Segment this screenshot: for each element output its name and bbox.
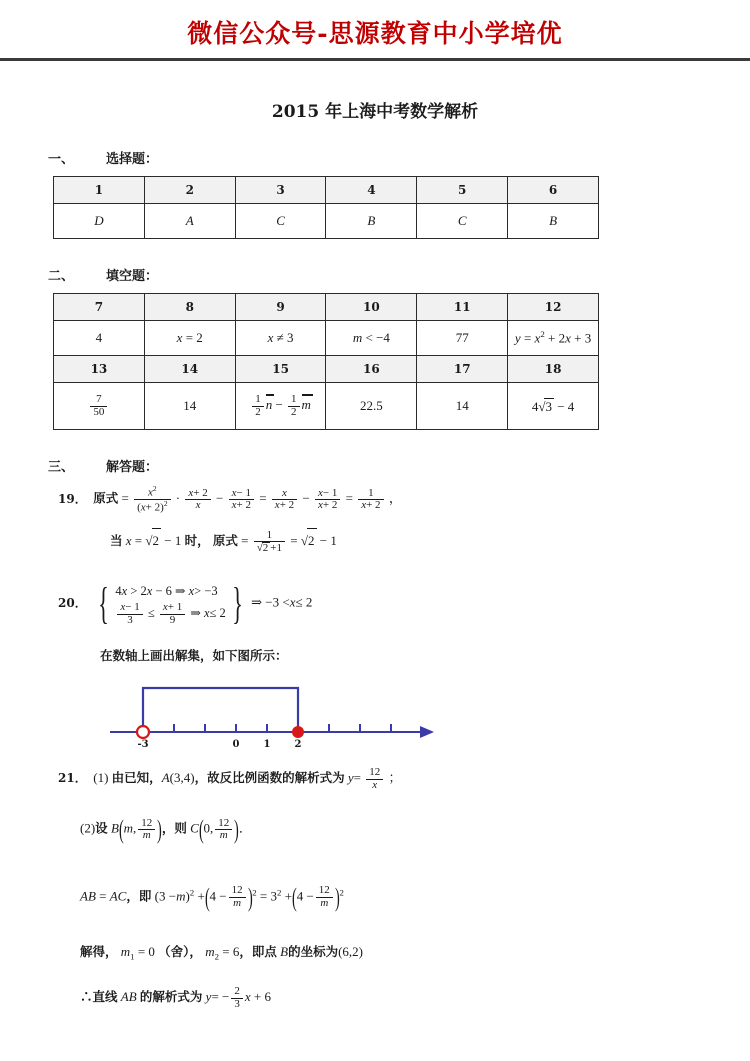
fraction-denominator [254,542,285,555]
fraction-denominator [358,500,383,512]
q21-final-equals: = − [211,989,230,1005]
row1-d: > −3 [194,583,218,598]
fraction-numerator: 12 [229,885,246,898]
answer-15-operator: − [275,396,283,412]
q21-p1-exponent: 2 [189,886,195,897]
den-rest: + 2 [366,499,381,512]
answer-12-y: y [514,330,521,346]
num-x: x [231,486,237,499]
q21-segment-ac: AC [109,888,127,904]
q21-c-fraction [215,818,232,842]
q21-m1-value: = 0 [137,943,155,959]
fraction-numerator: 1 [252,394,264,407]
den-rest: + 2 [279,499,295,512]
fraction-denominator: x [195,499,201,512]
header-divider [0,58,750,61]
num-x: x [318,486,323,499]
q21-p1-close: ) [185,888,190,904]
choice-header-6: 6 [508,177,599,204]
blank-answer-18 [508,383,599,430]
question-21-number: 21． [58,771,87,786]
num-rest: − 1 [236,486,251,499]
number-line-figure [48,676,698,748]
num-rest: − 1 [125,601,140,614]
answer-12-x2: x [565,330,571,346]
question-21-line-5 [48,985,698,1010]
fraction-denominator: 2 [255,405,261,418]
row1-c: − 6 ⇒ [155,583,186,598]
fraction-denominator: m [320,896,329,909]
q21-g1-exponent: 2 [252,886,257,897]
row1-x3: x [188,583,195,598]
q19-equals-1: = [121,490,129,506]
fraction-numerator: 12 [215,818,232,831]
section-two-number: 二、 [48,269,75,284]
fraction-denominator [315,500,340,512]
blank-answer-15 [235,383,326,430]
section-three-label: 解答题： [106,460,159,475]
num-rest: + 1 [167,601,183,614]
blank-header-15: 15 [235,356,326,383]
choice-header-2: 2 [144,177,235,204]
q21-line1-tail: ； [388,770,402,786]
q21-equals-sign: = [99,888,107,904]
q19-result-tail: − 1 [319,533,337,549]
q21-rejected-label: （舍）， [158,943,202,959]
q21-three-exponent: 2 [277,886,282,897]
q19-equals: = [134,533,143,549]
choice-answer-4: B [326,204,417,239]
q21-point-b: B [110,820,119,836]
q21-three: 3 [270,888,278,904]
choice-header-4: 4 [326,177,417,204]
blank-header-7: 7 [54,294,145,321]
fraction-numerator: 12 [316,885,333,898]
blank-answer-8 [144,321,235,356]
open-paren-icon: ( [204,882,210,912]
question-21-line-3 [48,873,698,922]
table-row-header [54,294,599,321]
blank-header-12: 12 [508,294,599,321]
q19-variable-x: x [125,533,132,549]
q19-minus-one: − 1 [164,533,182,549]
fraction-denominator [229,500,254,512]
question-20-number: 20． [58,596,87,611]
q20-inequality-system [93,578,248,628]
blank-answer-7: 4 [54,321,145,356]
q21-point-a-coords: (3,4) [169,770,195,786]
choice-answer-3: C [235,204,326,239]
fraction-numerator: x [272,488,297,501]
system-row-2 [115,602,225,626]
q21-text-coords: 的坐标为 [288,943,339,959]
question-19-line-1 [48,485,698,514]
q21-part-1-label: (1) [93,770,109,786]
choice-header-1: 1 [54,177,145,204]
num-x: x [120,601,126,614]
choice-answer-1: D [54,204,145,239]
answer-12-sup: 2 [540,329,545,340]
num-exponent: 2 [152,484,157,493]
q21-g1-lead: 4 − [209,888,227,904]
fraction-denominator: x [372,778,378,791]
q21-b-coords: (6,2) [338,943,363,959]
section-heading-blank [48,265,698,284]
section-two-label: 填空题： [106,269,159,284]
blank-answer-11: 77 [417,321,508,356]
fraction-denominator: 2 [291,405,297,418]
num-x: x [162,601,168,614]
q21-g2-lead: 4 − [296,888,314,904]
fraction-numerator [117,602,142,615]
q21-m2-value: = 6 [222,943,240,959]
fraction-numerator: 1 [358,488,383,501]
close-paren-icon: ) [157,815,162,845]
sqrt-icon: √ [300,533,308,549]
q21-b-m: m [123,820,133,836]
question-20-line-1 [48,578,698,628]
q21-part-2-label: (2) [80,820,96,836]
q19-minus-1: − [216,490,224,506]
q20-fraction-left [117,602,142,626]
choice-header-3: 3 [235,177,326,204]
row2-tail: ≤ 2 [209,606,226,621]
blank-header-18: 18 [508,356,599,383]
question-19-number: 19． [58,491,87,506]
table-row-header [54,356,599,383]
solution-bracket [143,688,298,732]
fraction-denominator: m [142,829,151,842]
answer-18-radicand: 3 [545,398,552,414]
fraction-denominator: m [219,829,228,842]
open-paren-icon: ( [198,815,204,845]
table-row [54,383,599,430]
answer-18-tail: − 4 [557,398,575,414]
q21-g2-fraction [316,885,333,909]
q19-equals-2: = [259,490,267,506]
open-paren-icon: ( [118,815,124,845]
fraction-denominator: 9 [169,613,176,626]
q21-c-zero: 0, [203,820,214,836]
answer-12-mid: + 2 [548,330,566,346]
q21-m2: m [205,943,215,959]
q21-m1-subscript: 1 [130,951,135,962]
section-three-number: 三、 [48,460,75,475]
fraction-numerator: 1 [288,394,300,407]
number-line-label-neg3: -3 [137,739,149,749]
answer-8-rest: = 2 [185,330,203,345]
answer-12-end: + 3 [574,330,592,346]
q21-y: y [347,770,354,786]
axis-arrow-icon [420,726,434,738]
q21-equals: = [353,770,361,786]
blank-header-8: 8 [144,294,235,321]
q21-plus-2: + [284,888,293,904]
fraction-denominator [272,500,297,512]
q19-result-radicand: 2 [307,528,317,554]
choice-answer-2: A [144,204,235,239]
blank-header-9: 9 [235,294,326,321]
number-line-svg [108,676,438,748]
system-row-1 [115,581,225,602]
page-header [0,0,750,56]
answer-9-rest: ≠ 3 [276,330,294,345]
close-paren-icon: ) [334,882,340,912]
close-paren-icon: ) [247,882,253,912]
q21-line-ab: AB [120,989,137,1005]
vector-m: m [301,396,311,412]
fraction-one-half-b [288,394,300,418]
fraction-denominator: 3 [127,613,133,626]
section-heading-solution [48,456,698,475]
blank-answer-table [53,293,599,430]
q21-p1-open: (3 − [154,888,177,904]
section-one-label: 选择题： [106,152,159,167]
page-title: 2015 年上海中考数学解析 [271,102,479,122]
q19-fraction-result [254,530,285,555]
answer-12-eq: = [523,330,532,346]
q21-line2-tail: ． [238,820,252,836]
fraction-numerator: 1 [254,530,285,543]
blank-header-13: 13 [54,356,145,383]
answer-10-rest: < −4 [365,330,390,345]
den-x: x [361,499,367,512]
q21-ji-label: 即 [138,888,152,904]
den-rest: + 2 [145,501,161,514]
q19-lead-label-2: 原式 [212,533,238,549]
sqrt-icon: √ [145,533,153,549]
q19-equals-b: = [241,533,249,549]
close-paren-icon: ) [234,815,239,845]
q21-point-a: A [161,770,170,786]
number-line-label-1: 1 [263,739,271,749]
q21-p1-m: m [176,888,186,904]
row2-less-equal: ≤ [147,606,155,621]
q21-segment-ab: AB [80,888,96,904]
q21-text-expression: 的解析式为 [139,989,203,1005]
den-close-paren: ) [160,501,164,514]
blank-answer-10 [326,321,417,356]
den-x: x [140,501,146,514]
q19-fraction-5 [315,488,340,512]
row1-x1: x [121,583,128,598]
q21-equals-sign-2: = [259,888,268,904]
answer-10-var: m [352,330,363,345]
open-paren-icon: ( [291,882,297,912]
q21-text-then: ，则 [161,820,187,836]
den-exponent: 2 [163,499,168,509]
answer-18-coefficient: 4 [531,398,539,414]
sqrt-icon: √ [538,398,546,414]
num-rest: + 2 [193,486,208,499]
fraction-denominator: 50 [93,405,105,418]
num-x: x [148,486,153,499]
row2-x: x [203,606,210,621]
q19-equals-3: = [345,490,353,506]
q19-equals-c: = [290,533,298,549]
blank-header-16: 16 [326,356,417,383]
q19-lead-label: 原式 [93,490,119,506]
blank-answer-9 [235,321,326,356]
q21-plus-1: + [197,888,205,904]
q19-fraction-1 [134,485,170,514]
fraction-numerator: 12 [366,767,383,780]
q21-final-tail: + 6 [253,989,271,1005]
q21-point-b-2: B [280,943,289,959]
den-x: x [274,499,280,512]
q19-minus-2: − [302,490,310,506]
q21-m1: m [120,943,131,959]
q21-comma: ， [126,888,139,904]
blank-header-11: 11 [417,294,508,321]
fraction-denominator [134,500,170,514]
q21-g1-fraction [229,885,246,909]
q19-fraction-4 [272,488,297,512]
question-20-figure-caption: 在数轴上画出解集，如下图所示： [100,648,288,664]
question-21-line-1 [48,766,698,791]
fraction-one-half-a [252,394,264,418]
blank-header-17: 17 [417,356,508,383]
blank-answer-12 [508,321,599,356]
row1-coefficient: 4 [115,583,122,598]
number-line-label-0: 0 [232,739,240,749]
q21-final-y: y [205,989,212,1005]
fraction-7-over-50 [90,394,107,418]
q21-text-given: 由已知， [111,770,162,786]
number-line-label-2: 2 [294,739,302,749]
answer-9-var: x [267,330,274,345]
fraction-denominator: 3 [234,997,240,1010]
sqrt-icon: √ [256,542,263,555]
q19-radicand: 2 [152,528,162,554]
q21-fraction-12-over-x [366,767,383,791]
choice-answer-6: B [508,204,599,239]
system-rows [114,581,226,626]
den-radicand: 2 [262,542,269,555]
blank-answer-16: 22.5 [326,383,417,430]
den-rest: +1 [270,542,283,555]
blank-answer-13 [54,383,145,430]
q21-final-fraction [231,986,243,1010]
q20-result-implies: ⇒ −3 < [251,594,290,610]
q20-result-x: x [289,594,296,610]
row1-x2: x [146,583,153,598]
q21-text-inverse-function: ，故反比例函数的解析式为 [194,770,345,786]
blank-header-14: 14 [144,356,235,383]
row2-implies: ⇒ [190,606,201,621]
choice-answer-table [53,176,599,239]
q21-therefore-label: ∴直线 [80,989,118,1005]
fraction-denominator: m [233,896,242,909]
table-row-header [54,177,599,204]
fraction-numerator [134,485,170,500]
closed-endpoint-marker [292,726,304,738]
q21-text-point: ，即点 [239,943,277,959]
q21-solve-label: 解得， [80,943,118,959]
q21-m2-subscript: 2 [214,951,219,962]
banner-title: 微信公众号-思源教育中小学培优 [187,19,563,48]
den-x: x [231,499,237,512]
vector-n: n [265,396,273,412]
blank-answer-14: 14 [144,383,235,430]
question-21-line-4 [48,940,698,965]
answer-12-x1: x [534,330,541,346]
table-row [54,204,599,239]
q19-line1-tail: ， [388,490,402,506]
right-brace-icon: } [232,578,243,628]
q19-dot-operator: · [175,490,181,506]
document-body [0,148,750,1010]
q21-g2-exponent: 2 [339,886,344,897]
table-row [54,321,599,356]
num-x: x [188,486,194,499]
q21-text-let: 设 [95,820,108,836]
den-rest: + 2 [322,499,338,512]
fraction-numerator [160,602,185,615]
fraction-numerator: 7 [90,394,107,407]
q21-b-fraction [138,818,155,842]
section-heading-choice [48,148,698,167]
den-rest: + 2 [236,499,251,512]
q20-result-tail: ≤ 2 [295,594,313,610]
q19-shi-label: 时， [184,533,210,549]
question-21-line-2 [48,805,698,854]
answer-8-var: x [176,330,183,345]
section-one-number: 一、 [48,152,75,167]
question-19-line-2 [48,528,698,555]
q21-point-c: C [190,820,199,836]
den-open-paren: ( [137,501,141,514]
blank-answer-17: 14 [417,383,508,430]
q19-fraction-6 [358,488,383,512]
row1-b: > 2 [130,583,147,598]
q19-when-label: 当 [110,533,123,549]
num-rest: − 1 [322,486,338,499]
choice-answer-5: C [417,204,508,239]
q21-final-x: x [244,989,251,1005]
left-brace-icon: { [98,578,110,628]
den-x: x [318,499,323,512]
blank-header-10: 10 [326,294,417,321]
q19-fraction-2 [185,488,210,512]
fraction-numerator: 12 [138,818,155,831]
open-endpoint-marker [137,726,149,738]
q21-b-comma: , [132,820,137,836]
q20-fraction-right [160,602,185,626]
choice-header-5: 5 [417,177,508,204]
fraction-numerator: 2 [231,986,243,999]
q19-fraction-3 [229,488,254,512]
